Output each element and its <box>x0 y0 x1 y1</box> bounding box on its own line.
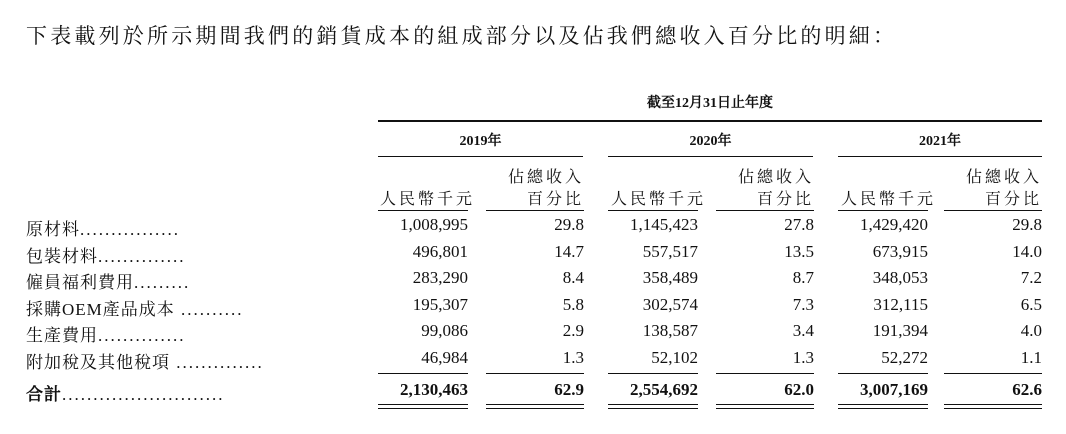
total-double-rule-2019-amount-a <box>378 404 468 405</box>
cell-2019-amount: 1,008,995 <box>400 215 468 234</box>
leader-dots: ................ <box>80 220 180 239</box>
total-2020-pct: 62.0 <box>784 380 814 399</box>
leader-dots: ......... <box>134 273 191 292</box>
col-pct-2020-line2: 百分比 <box>756 191 814 208</box>
total-double-rule-2021-pct-a <box>944 404 1042 405</box>
header-rule-2019-pct <box>486 210 584 211</box>
cell-2021-amount: 348,053 <box>872 268 928 287</box>
cell-2020-pct: 7.3 <box>792 294 814 314</box>
leader-dots: .............. <box>170 352 264 372</box>
year-2021-rule <box>838 156 1042 157</box>
intro-text: 下表載列於所示期間我們的銷貨成本的組成部分以及佔我們總收入百分比的明細： <box>26 24 898 48</box>
subtotal-rule-2020-pct <box>716 373 814 374</box>
cell-2021-amount: 1,429,420 <box>860 215 928 234</box>
year-2019-rule <box>378 156 583 157</box>
subtotal-rule-2021-pct <box>944 373 1042 374</box>
cell-2021-pct: 7.2 <box>1020 268 1042 287</box>
col-amount-2021: 人民幣千元 <box>841 191 937 208</box>
col-pct-2021-line2: 百分比 <box>984 191 1042 208</box>
header-rule-2021-amount <box>838 210 928 211</box>
cell-2019-pct: 29.8 <box>554 215 584 234</box>
subtotal-rule-2019-amount <box>378 373 468 374</box>
table-row-label <box>26 215 180 240</box>
total-double-rule-2021-pct-b <box>944 408 1042 409</box>
total-double-rule-2020-pct-b <box>716 408 814 409</box>
col-pct-2020-line1: 佔總收入 <box>737 169 814 186</box>
col-amount-2019: 人民幣千元 <box>380 191 476 208</box>
year-2020: 2020年 <box>689 134 732 149</box>
cell-2019-pct: 1.3 <box>562 347 584 367</box>
cell-2020-amount: 358,489 <box>642 268 698 287</box>
cell-2019-amount: 496,801 <box>412 241 468 261</box>
cell-2020-pct: 8.7 <box>792 268 814 287</box>
cell-2020-pct: 3.4 <box>792 321 814 340</box>
row-label: 採購OEM產品成本 <box>26 299 175 319</box>
subtotal-rule-2020-amount <box>608 373 698 374</box>
table-row-label <box>26 348 264 373</box>
year-2021: 2021年 <box>919 134 961 149</box>
header-rule-2021-pct <box>944 210 1042 211</box>
cell-2021-pct: 4.0 <box>1020 321 1042 340</box>
col-pct-2019-line1: 佔總收入 <box>507 169 584 186</box>
cell-2019-amount: 99,086 <box>421 321 468 340</box>
leader-dots: .......... <box>174 299 244 319</box>
total-leader-dots: .......................... <box>62 385 225 404</box>
header-rule-2020-amount <box>608 210 698 211</box>
cell-2020-amount: 557,517 <box>642 241 698 261</box>
cell-2021-pct: 6.5 <box>1020 294 1042 314</box>
col-pct-2019-line2: 百分比 <box>526 191 584 208</box>
cell-2019-pct: 14.7 <box>554 241 584 261</box>
header-rule-2019-amount <box>378 210 468 211</box>
cell-2020-pct: 13.5 <box>784 241 814 261</box>
cell-2020-amount: 52,102 <box>651 347 698 367</box>
col-amount-2020: 人民幣千元 <box>611 191 707 208</box>
cell-2019-pct: 2.9 <box>562 321 584 340</box>
row-label: 生產費用 <box>26 326 98 345</box>
cell-2019-pct: 8.4 <box>562 268 584 287</box>
total-double-rule-2019-pct-a <box>486 404 584 405</box>
cell-2019-amount: 195,307 <box>412 294 468 314</box>
leader-dots: .............. <box>98 246 186 266</box>
cell-2021-pct: 14.0 <box>1012 241 1042 261</box>
cell-2020-amount: 138,587 <box>642 321 698 340</box>
cell-2020-amount: 1,145,423 <box>630 215 698 234</box>
row-label: 附加稅及其他稅項 <box>26 352 170 372</box>
cell-2021-amount: 191,394 <box>872 321 928 340</box>
subtotal-rule-2019-pct <box>486 373 584 374</box>
cell-2020-pct: 27.8 <box>784 215 814 234</box>
col-pct-2021-line1: 佔總收入 <box>965 169 1042 186</box>
total-label: 合計 <box>26 385 62 404</box>
period-rule <box>378 120 1042 122</box>
cell-2021-amount: 312,115 <box>873 294 928 314</box>
cell-2021-pct: 1.1 <box>1020 347 1042 367</box>
subtotal-rule-2021-amount <box>838 373 928 374</box>
total-2019-pct: 62.9 <box>554 380 584 399</box>
year-2019: 2019年 <box>459 134 502 149</box>
header-rule-2020-pct <box>716 210 814 211</box>
period-header: 截至12月31日止年度 <box>647 96 773 111</box>
cell-2020-amount: 302,574 <box>642 294 698 314</box>
total-double-rule-2020-amount-b <box>608 408 698 409</box>
total-2020-amount: 2,554,692 <box>630 380 698 399</box>
total-double-rule-2019-pct-b <box>486 408 584 409</box>
cell-2019-amount: 283,290 <box>412 268 468 287</box>
row-label: 包裝材料 <box>26 246 98 266</box>
cell-2021-pct: 29.8 <box>1012 215 1042 234</box>
total-double-rule-2021-amount-a <box>838 404 928 405</box>
table-row-label <box>26 295 244 320</box>
table-row-label <box>26 242 186 267</box>
total-double-rule-2021-amount-b <box>838 408 928 409</box>
row-label: 原材料 <box>26 220 80 239</box>
cell-2019-pct: 5.8 <box>562 294 584 314</box>
row-label: 僱員福利費用 <box>26 273 134 292</box>
total-2019-amount: 2,130,463 <box>400 380 468 399</box>
total-2021-pct: 62.6 <box>1012 380 1042 399</box>
total-double-rule-2019-amount-b <box>378 408 468 409</box>
cell-2020-pct: 1.3 <box>792 347 814 367</box>
year-2020-rule <box>608 156 813 157</box>
total-2021-amount: 3,007,169 <box>860 380 928 399</box>
total-double-rule-2020-pct-a <box>716 404 814 405</box>
leader-dots: .............. <box>98 326 186 345</box>
table-row-label <box>26 321 186 346</box>
total-row-label <box>26 380 225 405</box>
cell-2021-amount: 52,272 <box>881 347 928 367</box>
table-row-label <box>26 268 190 293</box>
cell-2021-amount: 673,915 <box>872 241 928 261</box>
total-double-rule-2020-amount-a <box>608 404 698 405</box>
cell-2019-amount: 46,984 <box>421 347 468 367</box>
